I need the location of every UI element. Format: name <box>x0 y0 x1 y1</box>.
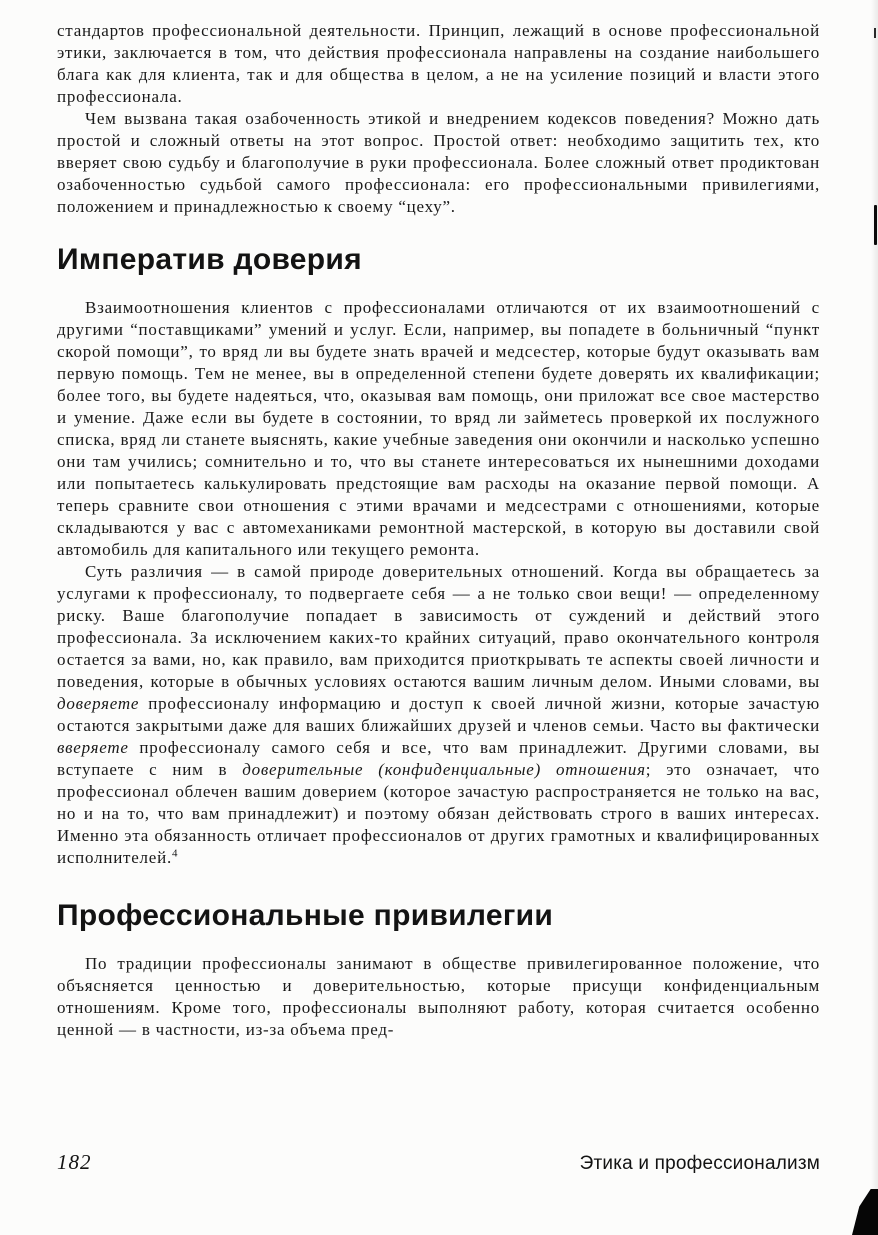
emphasized-text: доверительные (конфиденциальные) отношения <box>242 760 646 779</box>
intro-text-block <box>57 20 820 218</box>
section-heading-imperativ-doveriya: Императив доверия <box>57 243 362 276</box>
paragraph <box>57 108 820 218</box>
emphasized-text: доверяете <box>57 694 140 713</box>
text-run: Суть различия — в самой природе доверительных отношений. Когда вы обращаетесь за услугами к профессионалу, то подвергаете себя — а не только свои вещи! — определенному риску. Ваше благополучие попадает в зависимость от суждений и действий этого профессионала. За исключением каких-то крайних ситуаций, право окончательного контроля остается за вами, но, как правило, вам приходится приоткрывать те аспекты своей личности и поведения, которые в обычных условиях остаются вашим личным делом. Иными словами, вы <box>57 562 820 691</box>
scan-artifact-edge-tick <box>874 28 876 38</box>
text-run: ; это означает, что профессионал облечен вашим доверием (которое зачастую распространяется не только на вас, но и на то, что вам принадлежит) и поэтому обязан действовать строго в ваших интересах. Именно эта обязанность отличает профессионалов от других грамотных и квалифицированных исполнителей. <box>57 760 820 867</box>
page-footer <box>57 1150 820 1175</box>
paragraph <box>57 20 820 108</box>
scan-artifact-corner-blot <box>852 1189 878 1235</box>
paragraph <box>57 953 820 1041</box>
text-run: По традиции профессионалы занимают в обществе привилегированное положение, что объясняется ценностью и доверительностью, которые присущи конфиденциальным отношениям. Кроме того, профессионалы выполняют работу, которая считается особенно ценной — в частности, из-за объема пред- <box>57 954 820 1039</box>
paragraph <box>57 561 820 869</box>
text-run: Взаимоотношения клиентов с профессионалами отличаются от их взаимоотношений с другими “поставщиками” умений и услуг. Если, например, вы попадете в больничный “пункт скорой помощи”, то вряд ли вы будете знать врачей и медсестер, которые будут оказывать вам первую помощь. Тем не менее, вы в определенной степени будете доверять их квалификации; более того, вы будете надеяться, что, оказывая вам помощь, они приложат все свое мастерство и умение. Даже если вы будете в состоянии, то вряд ли займетесь проверкой их послужного списка, вряд ли станете выяснять, какие учебные заведения они окончили и насколько успешно они там учились; сомнительно и то, что вы станете интересоваться их нынешними доходами или попытаетесь калькулировать предстоящие вам расходы на оказание первой помощи. А теперь сравните свои отношения с этими врачами и медсестрами с отношениями, которые складываются у вас с автомеханиками ремонтной мастерской, в которую вы доставили свой автомобиль для капитального или текущего ремонта. <box>57 298 820 559</box>
footnote-marker: 4 <box>172 847 178 860</box>
text-run: стандартов профессиональной деятельности. Принцип, лежащий в основе профессиональной этики, заключается в том, что действия профессионала направлены на создание наибольшего блага как для клиента, так и для общества в целом, а не на усиление позиций и власти этого профессионала. <box>57 21 820 106</box>
section-heading-professionalnye-privilegii: Профессиональные привилегии <box>57 899 554 932</box>
section-imperativ-text-block <box>57 297 820 869</box>
section-privilegii-text-block <box>57 953 820 1041</box>
text-run: профессионалу информацию и доступ к своей личной жизни, которые зачастую остаются закрытыми даже для ваших ближайших друзей и членов семьи. Часто вы фактически <box>57 694 820 735</box>
running-title: Этика и профессионализм <box>579 1153 820 1174</box>
text-run: Чем вызвана такая озабоченность этикой и внедрением кодексов поведения? Можно дать простой и сложный ответы на этот вопрос. Простой ответ: необходимо защитить тех, кто вверяет свою судьбу и благополучие в руки профессионала. Более сложный ответ продиктован озабоченностью судьбой самого профессионала: его профессиональными привилегиями, положением и принадлежностью к своему “цеху”. <box>57 109 820 216</box>
emphasized-text: вверяете <box>57 738 129 757</box>
page-number: 182 <box>57 1150 92 1174</box>
text-run: профессионалу самого себя и все, что вам принадлежит. Другими словами, вы вступаете с ним в <box>57 738 820 779</box>
paragraph <box>57 297 820 561</box>
scan-artifact-edge-line <box>874 205 877 245</box>
